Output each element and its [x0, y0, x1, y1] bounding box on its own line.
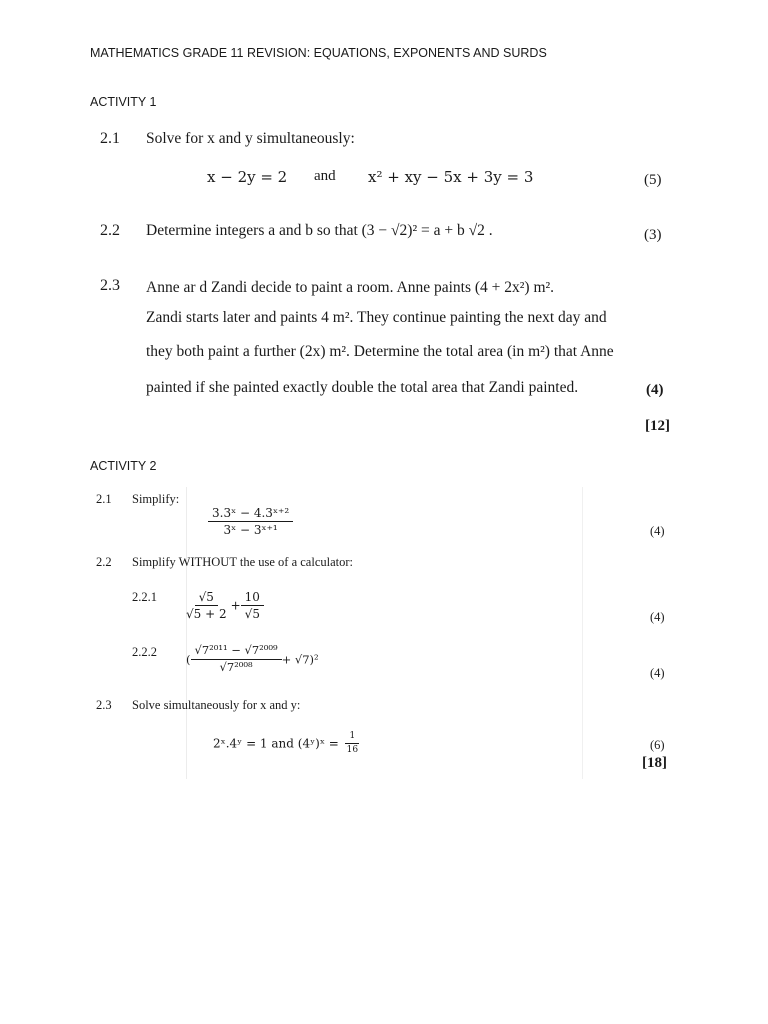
open-bracket: (: [186, 652, 191, 667]
activity-1-total: [12]: [645, 418, 670, 434]
a2-question-2-2-2-number: 2.2.2: [132, 645, 157, 659]
question-2-3-line-4: painted if she painted exactly double the total area that Zandi painted.: [146, 379, 579, 396]
question-2-3-line-3: they both paint a further (2x) m². Determine the total area (in m²) that Anne: [146, 343, 614, 360]
column-rule-right: [582, 487, 583, 779]
a2-question-2-2-1-marks: (4): [650, 610, 665, 624]
question-2-3-line-2: Zandi starts later and paints 4 m². They continue painting the next day and: [146, 309, 607, 326]
fraction-numerator: √5: [195, 590, 218, 606]
question-2-3-marks: (4): [646, 382, 664, 398]
a2-question-2-3-number: 2.3: [96, 698, 112, 712]
a2-question-2-3-text: Solve simultaneously for x and y:: [132, 698, 301, 712]
a2-question-2-3-marks: (6): [650, 738, 665, 752]
a2-question-2-2-number: 2.2: [96, 555, 112, 569]
a2-question-2-3-equation: [213, 731, 362, 756]
a2-question-2-2-1-number: 2.2.1: [132, 590, 157, 604]
column-rule: [186, 487, 187, 779]
question-2-1-marks: (5): [644, 172, 662, 188]
a2-question-2-1-marks: (4): [650, 524, 665, 538]
expression-tail: + √7)²: [281, 652, 319, 667]
equation-text: 2ˣ.4ʸ = 1 and (4ʸ)ˣ =: [213, 736, 339, 751]
question-2-3-number: 2.3: [100, 277, 120, 294]
question-2-2-text: Determine integers a and b so that (3 − √2)² = a + b √2 .: [146, 222, 493, 239]
fraction-numerator: 3.3ˣ − 4.3ˣ⁺²: [208, 506, 293, 522]
question-2-1-equation-1: x − 2y = 2: [207, 168, 288, 186]
question-2-1-text: Solve for x and y simultaneously:: [146, 130, 355, 147]
question-2-1-equation-2: x² + xy − 5x + 3y = 3: [368, 168, 534, 186]
activity-2-total: [18]: [642, 755, 667, 771]
a2-question-2-2-1-expression: [182, 590, 264, 622]
fraction-numerator: √7²⁰¹¹ − √7²⁰⁰⁹: [191, 644, 282, 660]
question-2-2-marks: (3): [644, 227, 662, 243]
question-2-1-number: 2.1: [100, 130, 120, 147]
question-2-1-and: and: [314, 168, 336, 184]
plus-sign: +: [230, 598, 241, 613]
fraction-numerator: 10: [241, 590, 264, 606]
fraction-denominator: √5 + 2: [186, 607, 227, 622]
a2-question-2-1-number: 2.1: [96, 492, 112, 506]
a2-question-2-1-text: Simplify:: [132, 492, 180, 506]
fraction-denominator: √5: [244, 607, 260, 622]
activity-1-heading: ACTIVITY 1: [90, 95, 157, 109]
fraction-denominator: 16: [346, 744, 359, 755]
page-title: MATHEMATICS GRADE 11 REVISION: EQUATIONS, EXPONENTS AND SURDS: [90, 46, 547, 60]
fraction-denominator: 3ˣ − 3ˣ⁺¹: [223, 523, 278, 538]
a2-question-2-2-2-marks: (4): [650, 666, 665, 680]
a2-question-2-1-fraction: [208, 506, 293, 538]
activity-2-heading: ACTIVITY 2: [90, 459, 157, 473]
question-2-2-number: 2.2: [100, 222, 120, 239]
fraction-denominator: √7²⁰⁰⁸: [219, 659, 253, 674]
question-2-3-line-1: Anne ar d Zandi decide to paint a room. Anne paints (4 + 2x²) m².: [146, 279, 555, 296]
a2-question-2-2-text: Simplify WITHOUT the use of a calculator:: [132, 555, 354, 569]
a2-question-2-2-2-expression: [186, 644, 319, 675]
fraction-numerator: 1: [345, 731, 359, 744]
